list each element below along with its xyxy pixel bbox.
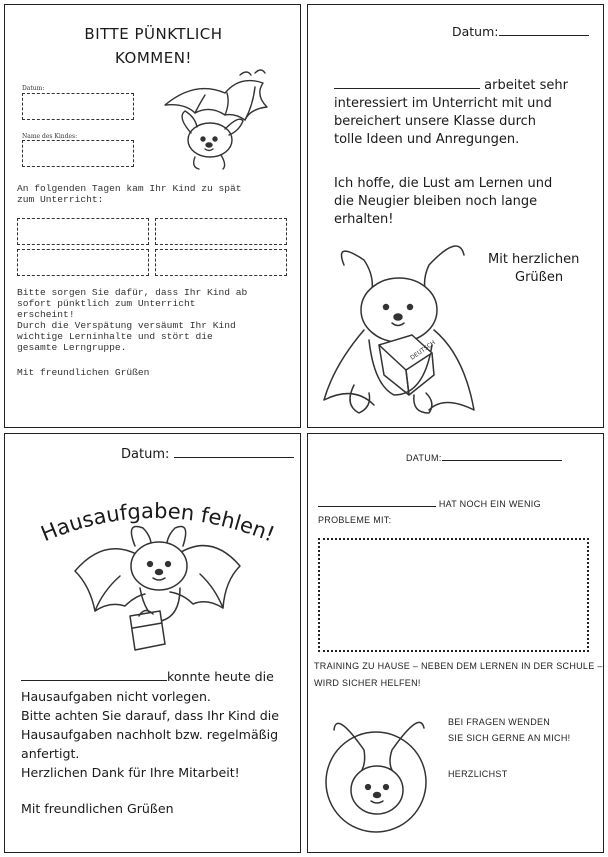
- card2-body-line: interessiert im Unterricht mit und: [334, 96, 552, 111]
- card-praise: [307, 4, 604, 428]
- card2-wish-line: Ich hoffe, die Lust am Lernen und: [334, 176, 553, 191]
- card4-name-line[interactable]: [318, 506, 436, 507]
- card1-late-days-line2: zum Unterricht:: [17, 194, 104, 205]
- card4-training-line1: TRAINING ZU HAUSE – NEBEN DEM LERNEN IN DER SCHULE –: [314, 661, 603, 671]
- card4-date-label: DATUM:: [406, 453, 442, 463]
- reading-bat-illustration: [314, 235, 484, 420]
- card2-line1-suffix: arbeitet sehr: [484, 78, 568, 93]
- card2-wish-line: erhalten!: [334, 212, 394, 227]
- card3-line1-suffix: konnte heute die: [167, 669, 274, 684]
- card3-date-label: Datum:: [121, 447, 170, 462]
- card3-body-line: Hausaufgaben nicht vorlegen.: [21, 689, 211, 704]
- card4-closing: HERZLICHST: [448, 769, 508, 779]
- card3-body-line: Hausaufgaben nachholt bzw. regelmäßig: [21, 727, 279, 742]
- card3-headline: Hausaufgaben fehlen!: [37, 498, 279, 547]
- card4-line2: PROBLEME MIT:: [318, 515, 392, 525]
- card1-child-name-label: Name des Kindes:: [22, 133, 78, 140]
- card4-questions-line1: BEI FRAGEN WENDEN: [448, 717, 551, 727]
- bat-portrait-illustration: [314, 710, 444, 840]
- card-learning-problems: [307, 433, 604, 853]
- card3-date-row: [121, 446, 294, 465]
- card1-body-line: wichtige Lerninhalte und stört die: [17, 331, 213, 342]
- card4-line1: [318, 498, 541, 511]
- book-label: DEUTSCH: [409, 339, 437, 362]
- card4-problems-field[interactable]: [318, 538, 589, 652]
- card3-body-line: Herzlichen Dank für Ihre Mitarbeit!: [21, 765, 240, 780]
- card3-line1: [21, 668, 274, 687]
- late-day-field-1[interactable]: [17, 218, 149, 245]
- bat-with-suitcase-illustration: [65, 516, 245, 666]
- card4-date-line[interactable]: [442, 460, 562, 461]
- card2-body-line: bereichert unsere Klasse durch: [334, 114, 537, 129]
- card1-date-field[interactable]: [22, 93, 134, 120]
- card-punctuality: [4, 4, 301, 428]
- card1-body-line: erscheint!: [17, 309, 75, 320]
- card4-questions-line2: SIE SICH GERNE AN MICH!: [448, 733, 571, 743]
- card3-date-line[interactable]: [174, 457, 294, 458]
- flying-bat-illustration: [155, 65, 285, 175]
- card2-closing-line1: Mit herzlichen: [488, 252, 580, 267]
- card1-title-line1: BITTE PÜNKTLICH: [84, 25, 223, 43]
- card3-body-line: Bitte achten Sie darauf, dass Ihr Kind die: [21, 708, 280, 723]
- card1-date-label: Datum:: [22, 85, 45, 92]
- card4-date-row: [406, 452, 562, 465]
- card-homework-missing: [4, 433, 301, 853]
- card2-date-line[interactable]: [499, 35, 589, 36]
- card1-body-line: sofort pünktlich zum Unterricht: [17, 298, 196, 309]
- card3-closing: Mit freundlichen Grüßen: [21, 801, 174, 816]
- card1-child-name-field[interactable]: [22, 140, 134, 167]
- card1-body-line: Durch die Verspätung versäumt Ihr Kind: [17, 320, 236, 331]
- late-day-field-3[interactable]: [17, 249, 149, 276]
- card2-closing-line2: Grüßen: [515, 270, 564, 285]
- card2-body-line: tolle Ideen und Anregungen.: [334, 132, 520, 147]
- card1-late-days-line1: An folgenden Tagen kam Ihr Kind zu spät: [17, 183, 242, 194]
- card1-closing: Mit freundlichen Grüßen: [17, 367, 150, 378]
- card2-name-line[interactable]: [334, 88, 480, 89]
- card2-wish-line: die Neugier bleiben noch lange: [334, 194, 538, 209]
- late-day-field-4[interactable]: [155, 249, 287, 276]
- card2-date-label: Datum:: [452, 24, 499, 39]
- late-day-field-2[interactable]: [155, 218, 287, 245]
- card4-line1-suffix: HAT NOCH EIN WENIG: [438, 499, 541, 509]
- card3-body-line: anfertigt.: [21, 746, 80, 761]
- card1-body-line: Bitte sorgen Sie dafür, dass Ihr Kind ab: [17, 287, 248, 298]
- card4-training-line2: WIRD SICHER HELFEN!: [314, 678, 421, 688]
- card1-title-line2: KOMMEN!: [115, 49, 192, 67]
- card2-line1: [334, 77, 568, 95]
- card3-name-line[interactable]: [21, 680, 167, 681]
- card1-body-line: gesamte Lerngruppe.: [17, 342, 127, 353]
- card2-date-row: [452, 23, 589, 41]
